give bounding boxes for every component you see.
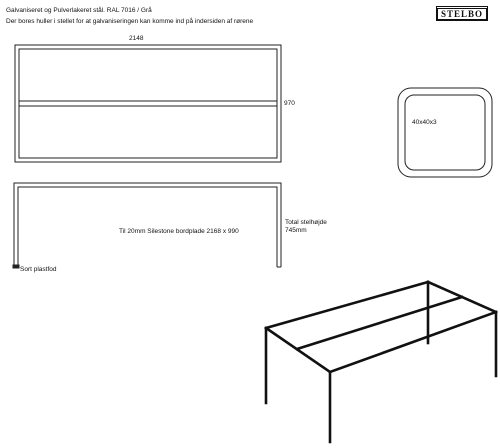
- finish-note: Galvaniseret og Pulverlakeret stål. RAL 7016 / Grå: [6, 7, 152, 14]
- side-view-inner: [18, 187, 277, 267]
- side-view-outer: [14, 183, 281, 267]
- drilling-note: Der bores huller i stellet for at galvaniseringen kan komme ind på indersiden af rørene: [6, 18, 254, 25]
- side-view-frame: [13, 183, 281, 268]
- logo-text: STELBO: [437, 8, 487, 20]
- frame-height-label: Total stelhøjde: [285, 219, 327, 226]
- iso-front-rail: [330, 312, 496, 372]
- iso-middle-crossbar: [297, 297, 462, 349]
- profile-section: [398, 88, 492, 177]
- depth-dimension: 970: [284, 100, 295, 107]
- profile-label: 40x40x3: [412, 119, 437, 126]
- top-view-inner: [19, 49, 277, 158]
- iso-back-rail: [266, 282, 428, 328]
- tabletop-label: Til 20mm Silestone bordplade 2168 x 990: [119, 228, 239, 235]
- width-dimension: 2148: [129, 35, 144, 42]
- plastic-foot: [13, 265, 19, 268]
- profile-inner: [405, 95, 485, 170]
- foot-label: Sort plastfod: [20, 266, 57, 273]
- frame-height-value: 745mm: [285, 227, 307, 234]
- top-view-frame: [15, 45, 281, 162]
- top-view-outer: [15, 45, 281, 162]
- profile-outer: [398, 88, 492, 177]
- isometric-frame: [266, 282, 496, 442]
